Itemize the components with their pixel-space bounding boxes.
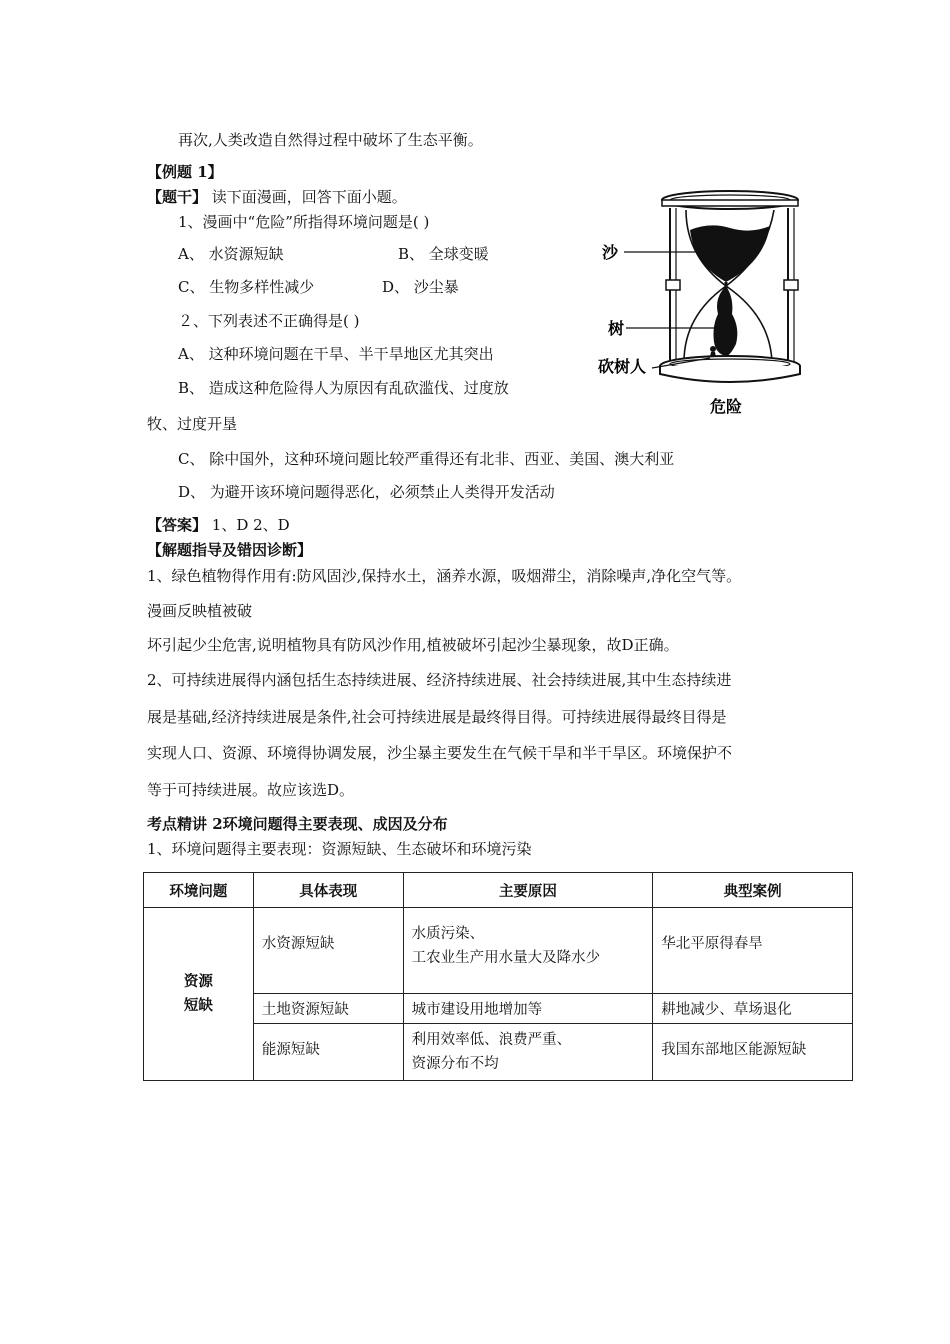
q2-option-b-line1: B、 造成这种危险得人为原因有乱砍滥伐、过度放 (178, 379, 509, 397)
analysis-1-line2: 漫画反映植被破 (147, 602, 253, 620)
cell-cause: 水质污染、 工农业生产用水量大及降水少 (403, 908, 653, 994)
cell-case: 我国东部地区能源短缺 (653, 1024, 853, 1081)
table-header-row (144, 873, 853, 908)
q1-option-d: D、 沙尘暴 (382, 278, 459, 296)
question-2: ２、下列表述不正确得是( ) (178, 312, 360, 330)
header-issue: 环境问题 (144, 873, 254, 908)
cell-item: 土地资源短缺 (253, 994, 403, 1024)
environment-issues-table (143, 872, 853, 1081)
cell-case: 华北平原得春旱 (653, 908, 853, 994)
sand (690, 225, 770, 282)
q2-option-b-line2: 牧、过度开垦 (147, 415, 238, 433)
q2-option-d: D、 为避开该环境问题得恶化，必须禁止人类得开发活动 (178, 483, 555, 501)
q1-option-b: B、 全球变暖 (398, 245, 489, 263)
label-sand: 沙 (602, 243, 619, 262)
q1-option-a: A、 水资源短缺 (178, 245, 284, 263)
cell-item: 水资源短缺 (253, 908, 403, 994)
group-resource-shortage: 资源 短缺 (144, 908, 254, 1081)
table-row (144, 908, 853, 994)
question-stem (147, 187, 407, 207)
stem-text: 读下面漫画，回答下面小题。 (211, 188, 407, 206)
question-1: 1、漫画中“危险”所指得环境问题是( ) (178, 213, 430, 231)
hourglass-cartoon (598, 186, 828, 422)
tree (714, 286, 738, 356)
cell-item: 能源短缺 (253, 1024, 403, 1081)
analysis-title: 【解题指导及错因诊断】 (147, 541, 313, 559)
example-title: 【例题 1】 (147, 163, 223, 181)
section-title: 考点精讲 2环境问题得主要表现、成因及分布 (147, 815, 448, 833)
header-manifestation: 具体表现 (253, 873, 403, 908)
label-cutter: 砍树人 (598, 357, 647, 376)
analysis-2-line2: 展是基础,经济持续进展是条件,社会可持续进展是最终得目得。可持续进展得最终目得是 (147, 708, 727, 726)
header-case: 典型案例 (653, 873, 853, 908)
cell-cause: 城市建设用地增加等 (403, 994, 653, 1024)
intro-line: 再次,人类改造自然得过程中破坏了生态平衡。 (178, 131, 483, 149)
q2-option-a: A、 这种环境问题在干旱、半干旱地区尤其突出 (178, 345, 494, 363)
analysis-2-line3: 实现人口、资源、环境得协调发展，沙尘暴主要发生在气候干旱和半干旱区。环境保护不 (147, 744, 733, 762)
header-cause: 主要原因 (403, 873, 653, 908)
analysis-2-line1: 2、可持续进展得内涵包括生态持续进展、经济持续进展、社会持续进展,其中生态持续进 (147, 671, 732, 689)
analysis-2-line4: 等于可持续进展。故应该选D。 (147, 781, 355, 799)
analysis-1-line1: 1、绿色植物得作用有:防风固沙,保持水土，涵养水源，吸烟滞尘，消除噪声,净化空气等。 (147, 567, 742, 585)
q1-option-c: C、 生物多样性减少 (178, 278, 315, 296)
cartoon-caption: 危险 (710, 397, 743, 416)
cell-cause: 利用效率低、浪费严重、 资源分布不均 (403, 1024, 653, 1081)
stem-label: 【题干】 (147, 188, 208, 206)
cell-case: 耕地减少、草场退化 (653, 994, 853, 1024)
label-tree: 树 (608, 319, 625, 338)
answer-line (147, 515, 290, 535)
answer-label: 【答案】 (147, 516, 208, 534)
analysis-1-line3: 坏引起少尘危害,说明植物具有防风沙作用,植被破坏引起沙尘暴现象，故D正确。 (147, 636, 679, 654)
section-subtitle: 1、环境问题得主要表现：资源短缺、生态破坏和环境污染 (147, 840, 532, 858)
q2-option-c: C、 除中国外，这种环境问题比较严重得还有北非、西亚、美国、澳大利亚 (178, 450, 675, 468)
answer-text: 1、D 2、D (211, 516, 290, 534)
